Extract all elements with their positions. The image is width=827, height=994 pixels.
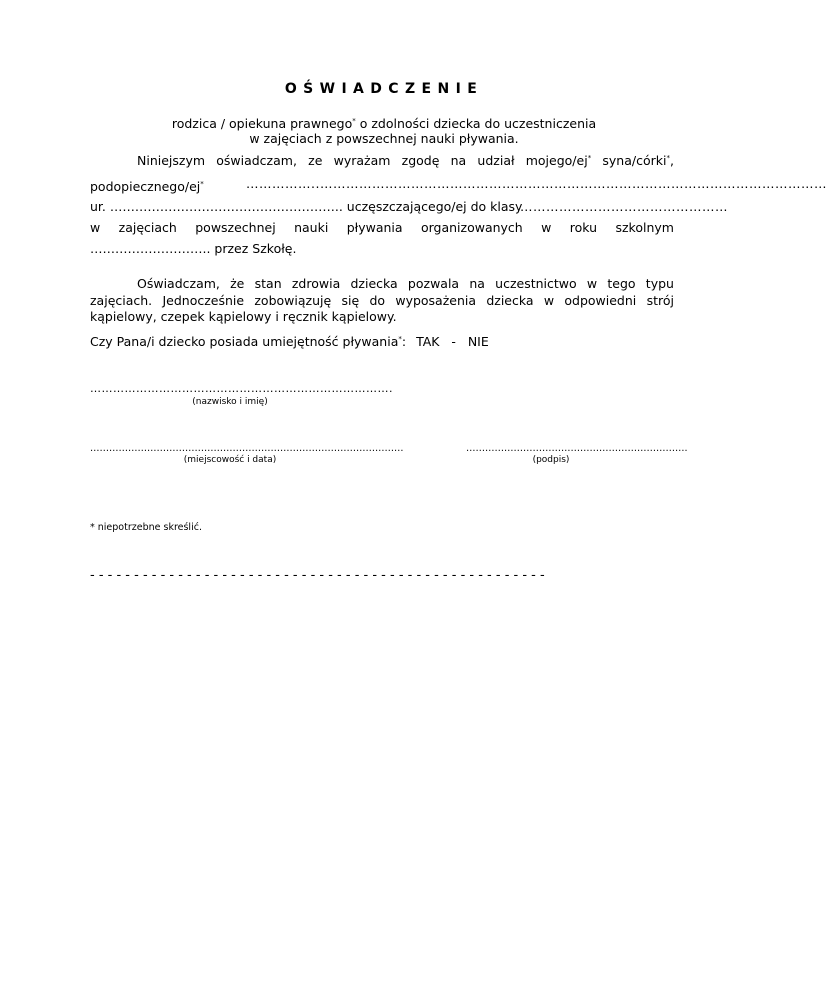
yes-no-options[interactable]: TAK - NIE [416, 334, 489, 349]
consent-line-1 [137, 153, 674, 168]
health-1-word: stan [254, 276, 282, 291]
classes-word: roku [569, 220, 598, 235]
consent-word: na [450, 153, 467, 168]
question-colon: : [401, 334, 407, 349]
consent-word: syna/córki*, [602, 153, 674, 168]
health-1-word: na [469, 276, 485, 291]
health-1-word: zdrowia [291, 276, 341, 291]
health-1-word: tego [607, 276, 636, 291]
footnote-marker: * [398, 335, 402, 343]
health-1-word: Oświadczam, [137, 276, 220, 291]
health-2-word: zobowiązuję [254, 293, 332, 308]
classes-line [90, 220, 674, 235]
signature-caption: (podpis) [532, 455, 570, 465]
health-2-word: w [543, 293, 555, 308]
school-year-line: ……………………….. przez Szkołę. [90, 241, 297, 256]
question-text: Czy Pana/i dziecko posiada umiejętność pływania [90, 334, 399, 349]
classes-word: organizowanych [420, 220, 523, 235]
health-2-word: wyposażenia [395, 293, 477, 308]
signature-field[interactable]: ……………………………………………………………. [466, 443, 688, 454]
health-2-word: Jednocześnie [162, 293, 245, 308]
subtitle-line-1 [0, 114, 768, 131]
health-1-word: że [230, 276, 245, 291]
birth-and-class-line: ur. ……………………………………………….. uczęszczającego/ej do klasy [90, 199, 523, 214]
consent-word: mojego/ej* [525, 153, 592, 168]
health-1-word: dziecka [350, 276, 398, 291]
cut-line: - - - - - - - - - - - - - - - - - - - - - - - - - - - - - - - - - - - - - - - - - - - - - - - - - - - - [90, 568, 545, 583]
classes-word: zajęciach [118, 220, 177, 235]
health-2-word: zajęciach. [90, 293, 153, 308]
consent-word: oświadczam, [216, 153, 297, 168]
health-2-word: odpowiedni [564, 293, 637, 308]
classes-word: w [90, 220, 101, 235]
health-line-2 [90, 293, 674, 308]
health-2-word: strój [646, 293, 674, 308]
health-1-word: uczestnictwo [495, 276, 577, 291]
consent-word: Niniejszym [137, 153, 206, 168]
health-1-word: typu [645, 276, 674, 291]
document-title: OŚWIADCZENIE [284, 81, 484, 97]
health-2-word: dziecka [486, 293, 534, 308]
subtitle-text: rodzica / opiekuna prawnego [171, 116, 353, 131]
consent-word: zgodę [401, 153, 440, 168]
class-field[interactable]: ………………………………………… [520, 199, 728, 214]
health-line-3: kąpielowy, czepek kąpielowy i ręcznik kąpielowy. [90, 309, 397, 324]
consent-word: udział [477, 153, 515, 168]
classes-word: pływania [346, 220, 403, 235]
document-subtitle [0, 114, 768, 146]
health-1-word: pozwala [407, 276, 460, 291]
consent-word: ze [308, 153, 323, 168]
classes-word: szkolnym [615, 220, 674, 235]
footnote: * niepotrzebne skreślić. [90, 522, 202, 533]
health-line-1 [137, 276, 674, 291]
classes-word: w [541, 220, 552, 235]
classes-word: powszechnej [195, 220, 276, 235]
name-field[interactable]: ……………………………………………………………………. [90, 382, 393, 395]
footnote-marker: * [352, 117, 356, 125]
ward-label: podopiecznego/ej* [90, 179, 204, 194]
ward-name-field[interactable]: ……………..……………………………………………………………………………………………………… [246, 176, 827, 191]
health-1-word: w [586, 276, 598, 291]
name-caption: (nazwisko i imię) [192, 397, 268, 407]
place-date-field[interactable]: ……………………………………………………………………………………… [90, 443, 404, 454]
subtitle-line-2: w zajęciach z powszechnej nauki pływania. [249, 131, 519, 146]
consent-word: wyrażam [333, 153, 391, 168]
health-2-word: się [341, 293, 360, 308]
subtitle-text-cont: o zdolności dziecka do uczestniczenia [355, 116, 597, 131]
swimming-question [90, 331, 489, 350]
place-date-caption: (miejscowość i data) [183, 455, 277, 465]
classes-word: nauki [294, 220, 329, 235]
health-2-word: do [369, 293, 386, 308]
